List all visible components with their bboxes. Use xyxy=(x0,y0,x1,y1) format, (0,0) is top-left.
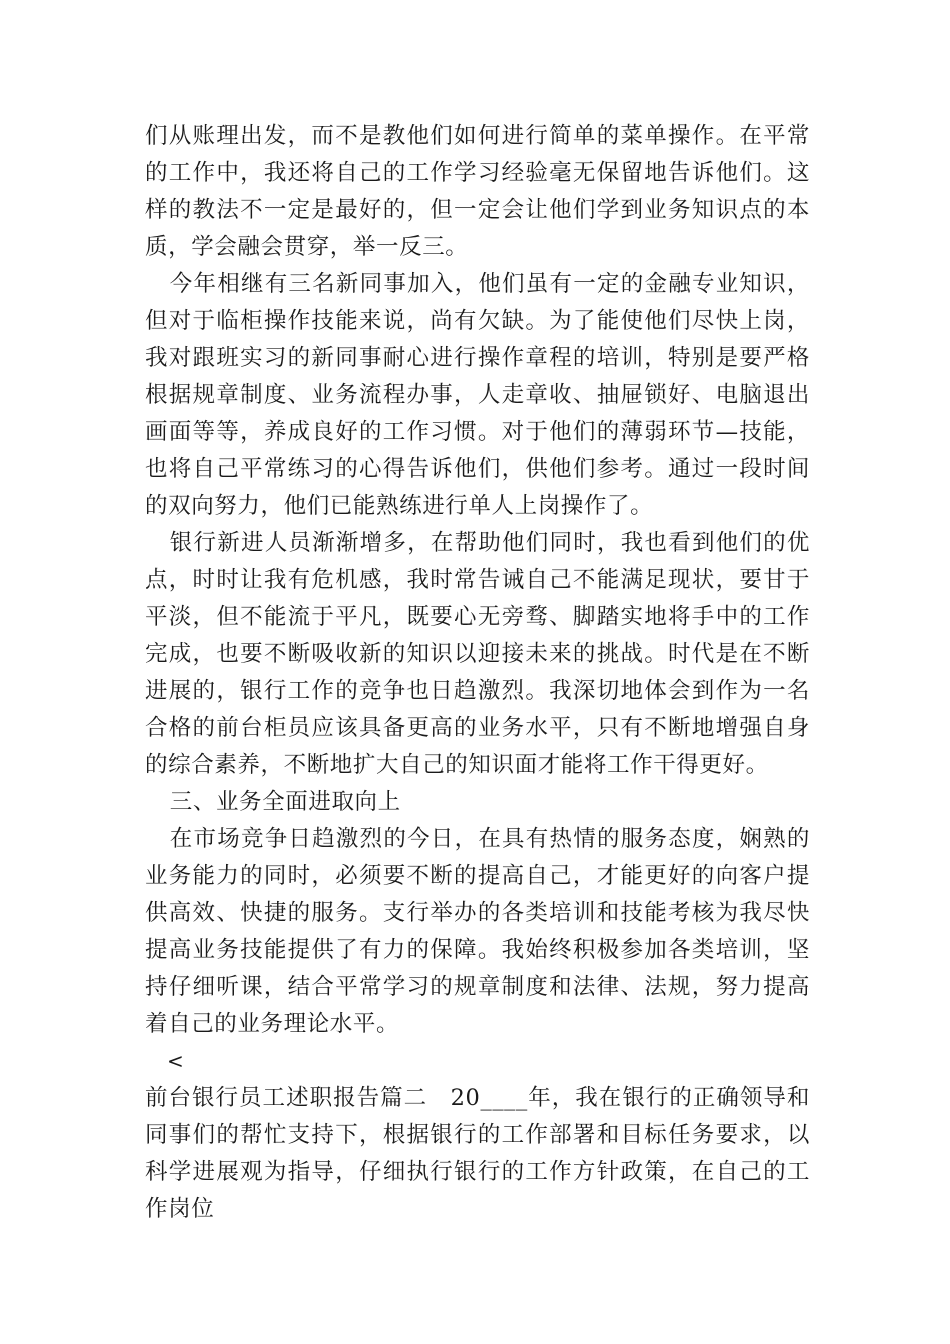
paragraph-report-two: 前台银行员工述职报告篇二 20____年，我在银行的正确领导和同事们的帮忙支持下，根据银行的工作部署和目标任务要求，以科学进展观为指导，仔细执行银行的工作方针政策，在自己的工作岗位 xyxy=(145,1085,810,1222)
paragraph-teaching-method: 们从账理出发，而不是教他们如何进行简单的菜单操作。在平常的工作中，我还将自己的工作学习经验毫无保留地告诉他们。这样的教法不一定是最好的，但一定会让他们学到业务知识点的本质，学会融会贯穿，举一反三。 xyxy=(145,123,810,260)
section-heading-business: 三、业务全面进取向上 xyxy=(169,789,401,815)
stray-symbol: < xyxy=(167,1049,185,1073)
paragraph-self-improvement: 银行新进人员渐渐增多，在帮助他们同时，我也看到他们的优点，时时让我有危机感，我时常告诫自己不能满足现状，要甘于平淡，但不能流于平凡，既要心无旁骛、脚踏实地将手中的工作完成，也要不断吸收新的知识以迎接未来的挑战。时代是在不断进展的，银行工作的竞争也日趋激烈。我深切地体会到作为一名合格的前台柜员应该具备更高的业务水平，只有不断地增强自身的综合素养，不断地扩大自己的知识面才能将工作干得更好。 xyxy=(145,530,810,778)
paragraph-new-colleagues: 今年相继有三名新同事加入，他们虽有一定的金融专业知识，但对于临柜操作技能来说，尚有欠缺。为了能使他们尽快上岗，我对跟班实习的新同事耐心进行操作章程的培训，特别是要严格根据规章制度、业务流程办事，人走章收、抽屉锁好、电脑退出画面等等，养成良好的工作习惯。对于他们的薄弱环节—技能，也将自己平常练习的心得告诉他们，供他们参考。通过一段时间的双向努力，他们已能熟练进行单人上岗操作了。 xyxy=(145,271,810,519)
document-body xyxy=(145,118,810,1228)
paragraph-training: 在市场竞争日趋激烈的今日，在具有热情的服务态度，娴熟的业务能力的同时，必须要不断的提高自己，才能更好的向客户提供高效、快捷的服务。支行举办的各类培训和技能考核为我尽快提高业务技能提供了有力的保障。我始终积极参加各类培训，坚持仔细听课，结合平常学习的规章制度和法律、法规，努力提高着自己的业务理论水平。 xyxy=(145,826,810,1037)
